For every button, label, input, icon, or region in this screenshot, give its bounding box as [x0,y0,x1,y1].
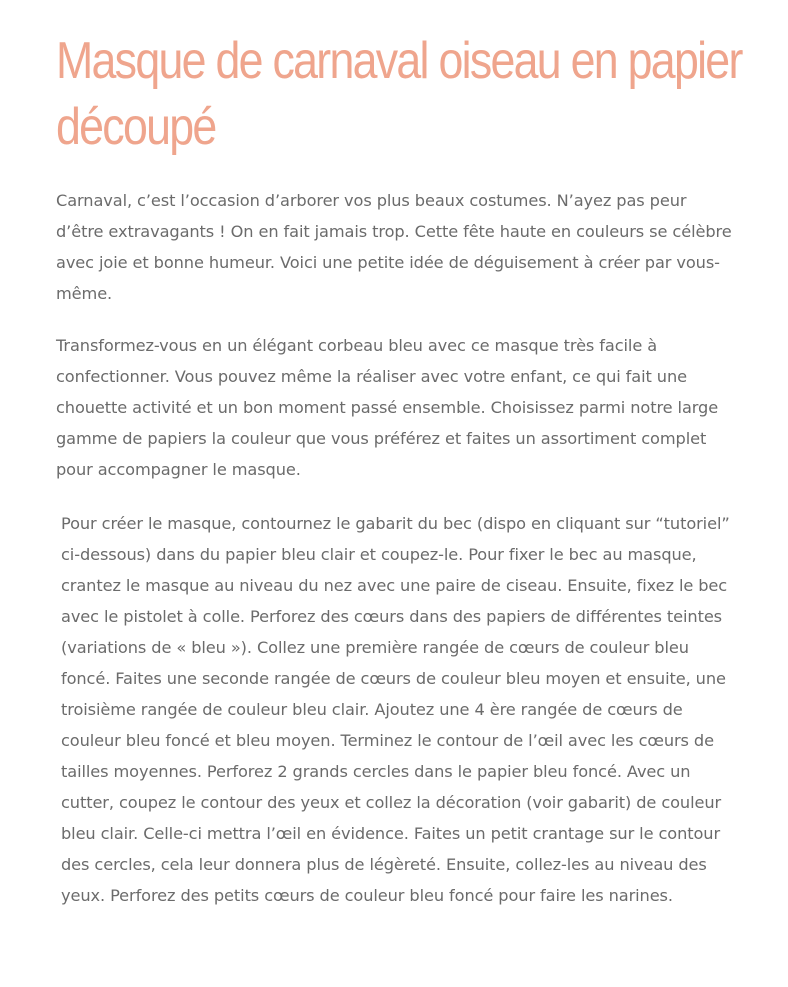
intro-paragraph: Carnaval, c’est l’occasion d’arborer vos plus beaux costumes. N’ayez pas peur d’être extravagants ! On en fait jamais trop. Cette fête haute en couleurs se célèbre avec joie et bonne humeur. Voici une petite idée de déguisement à créer par vous-même. [56,191,732,303]
description-paragraph: Transformez-vous en un élégant corbeau bleu avec ce masque très facile à confectionner. Vous pouvez même la réaliser avec votre enfant, ce qui fait une chouette activité et un bon moment passé ensemble. Choisissez parmi notre large gamme de papiers la couleur que vous préférez et faites un assortiment complet pour accompagner le masque. [56,336,719,479]
article-title: Masque de carnaval oiseau en papier découpé [56,32,742,156]
instructions-paragraph: Pour créer le masque, contournez le gabarit du bec (dispo en cliquant sur “tutoriel” ci-dessous) dans du papier bleu clair et coupez-le. Pour fixer le bec au masque, crantez le masque au niveau du nez avec une paire de ciseau. Ensuite, fixez le bec avec le pistolet à colle. Perforez des cœurs dans des papiers de différentes teintes (variations de « bleu »). Collez une première rangée de cœurs de couleur bleu foncé. Faites une seconde rangée de cœurs de couleur bleu moyen et ensuite, une troisième rangée de couleur bleu clair. Ajoutez une 4 ère rangée de cœurs de couleur bleu foncé et bleu moyen. Terminez le contour de l’œil avec les cœurs de tailles moyennes. Perforez 2 grands cercles dans le papier bleu foncé. Avec un cutter, coupez le contour des yeux et collez la décoration (voir gabarit) de couleur bleu clair. Celle-ci mettra l’œil en évidence. Faites un petit crantage sur le contour des cercles, cela leur donnera plus de légèreté. Ensuite, collez-les au niveau des yeux. Perforez des petits cœurs de couleur bleu foncé pour faire les narines. [61,514,730,905]
